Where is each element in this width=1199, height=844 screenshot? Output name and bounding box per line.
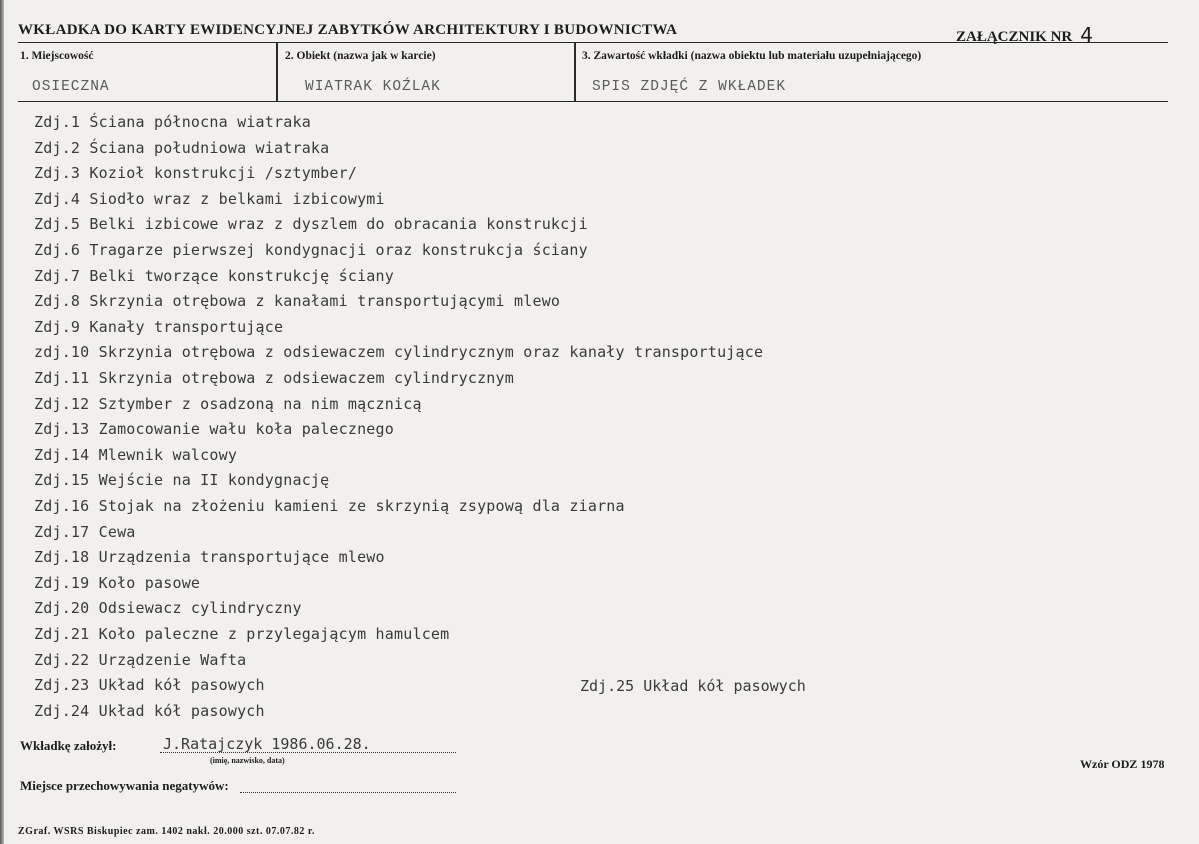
field-divider — [276, 42, 278, 101]
photo-item-23: Zdj.23 Układ kół pasowych — [34, 676, 265, 695]
photo-item-5: Zdj.5 Belki izbicowe wraz z dyszlem do obracania konstrukcji — [34, 215, 588, 234]
storage-line — [240, 792, 456, 793]
photo-item-2: Zdj.2 Ściana południowa wiatraka — [34, 138, 330, 157]
scan-edge — [0, 0, 4, 844]
photo-item-24: Zdj.24 Układ kół pasowych — [34, 701, 265, 720]
place-value: OSIECZNA — [32, 79, 110, 95]
compiled-caption: (imię, nazwisko, data) — [210, 756, 285, 765]
content-value: SPIS ZDJĘĆ Z WKŁADEK — [592, 79, 787, 95]
appendix-label-text: ZAŁĄCZNIK NR — [956, 29, 1073, 45]
photo-item-19: Zdj.19 Koło pasowe — [34, 573, 201, 592]
object-value: WIATRAK KOŹLAK — [305, 79, 441, 95]
field-divider — [574, 42, 576, 101]
photo-item-11: Zdj.11 Skrzynia otrębowa z odsiewaczem cylindrycznym — [34, 369, 514, 387]
photo-item-21: Zdj.21 Koło paleczne z przylegającym hamulcem — [34, 625, 450, 643]
photo-item-1: Zdj.1 Ściana północna wiatraka — [34, 113, 311, 131]
photo-item-15: Zdj.15 Wejście na II kondygnację — [34, 471, 330, 490]
photo-item-4: Zdj.4 Siodło wraz z belkami izbicowymi — [34, 189, 385, 208]
compiled-signature: J.Ratajczyk 1986.06.28. — [163, 735, 371, 753]
photo-item-8: Zdj.8 Skrzynia otrębowa z kanałami transportującymi mlewo — [34, 292, 561, 311]
place-label: 1. Miejscowość — [20, 50, 94, 62]
photo-item-22: Zdj.22 Urządzenie Wafta — [34, 650, 247, 669]
photo-item-20: Zdj.20 Odsiewacz cylindryczny — [34, 599, 302, 618]
photo-item-9: Zdj.9 Kanały transportujące — [34, 317, 284, 336]
photo-item-6: Zdj.6 Tragarze pierwszej kondygnacji oraz konstrukcja ściany — [34, 241, 588, 259]
photo-item-16: Zdj.16 Stojak na złożeniu kamieni ze skrzynią zsypową dla ziarna — [34, 497, 625, 515]
storage-label: Miejsce przechowywania negatywów: — [20, 778, 229, 793]
photo-item-7: Zdj.7 Belki tworzące konstrukcję ściany — [34, 266, 394, 285]
photo-item-25: Zdj.25 Układ kół pasowych — [580, 677, 806, 695]
photo-item-14: Zdj.14 Mlewnik walcowy — [34, 445, 238, 464]
photo-item-18: Zdj.18 Urządzenia transportujące mlewo — [34, 548, 385, 567]
compiled-label: Wkładkę założył: — [20, 738, 117, 753]
print-info: ZGraf. WSRS Biskupiec zam. 1402 nakł. 20.000 szt. 07.07.82 r. — [18, 826, 315, 837]
form-title: WKŁADKA DO KARTY EWIDENCYJNEJ ZABYTKÓW ARCHITEKTURY I BUDOWNICTWA — [18, 22, 678, 38]
object-label: 2. Obiekt (nazwa jak w karcie) — [285, 50, 436, 62]
form-model: Wzór ODZ 1978 — [1080, 757, 1165, 771]
appendix-number: 4 — [1080, 23, 1093, 47]
photo-item-17: Zdj.17 Cewa — [34, 522, 136, 541]
photo-item-3: Zdj.3 Kozioł konstrukcji /sztymber/ — [34, 164, 358, 183]
photo-item-10: zdj.10 Skrzynia otrębowa z odsiewaczem cylindrycznym oraz kanały transportujące — [34, 343, 764, 362]
content-label: 3. Zawartość wkładki (nazwa obiektu lub materiału uzupełniającego) — [582, 50, 922, 62]
photo-item-12: Zdj.12 Sztymber z osadzoną na nim mącznicą — [34, 394, 422, 413]
photo-item-13: Zdj.13 Zamocowanie wału koła palecznego — [34, 420, 394, 439]
